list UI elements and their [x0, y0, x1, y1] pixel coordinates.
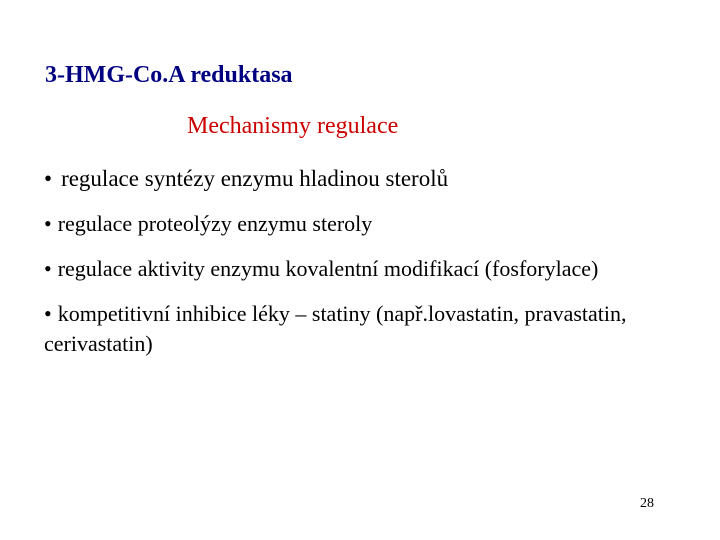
slide-title: 3-HMG-Co.A reduktasa — [45, 62, 293, 88]
page-number: 28 — [640, 496, 654, 511]
bullet-item — [44, 299, 694, 359]
bullet-text: regulace aktivity enzymu kovalentní modifikací (fosforylace) — [57, 256, 599, 281]
bullet-list — [44, 164, 694, 359]
bullet-item — [44, 254, 694, 284]
bullet-dot: • — [44, 256, 52, 281]
bullet-text: regulace syntézy enzymu hladinou sterolů — [61, 166, 449, 191]
bullet-dot: • — [44, 211, 52, 236]
bullet-text: regulace proteolýzy enzymu steroly — [57, 211, 373, 236]
slide-subtitle: Mechanismy regulace — [187, 113, 399, 139]
bullet-item — [44, 164, 694, 194]
bullet-item — [44, 209, 694, 239]
bullet-dot: • — [44, 166, 53, 191]
bullet-text: kompetitivní inhibice léky – statiny (např.lovastatin, pravastatin, cerivastatin) — [44, 301, 627, 356]
bullet-dot: • — [44, 301, 52, 326]
